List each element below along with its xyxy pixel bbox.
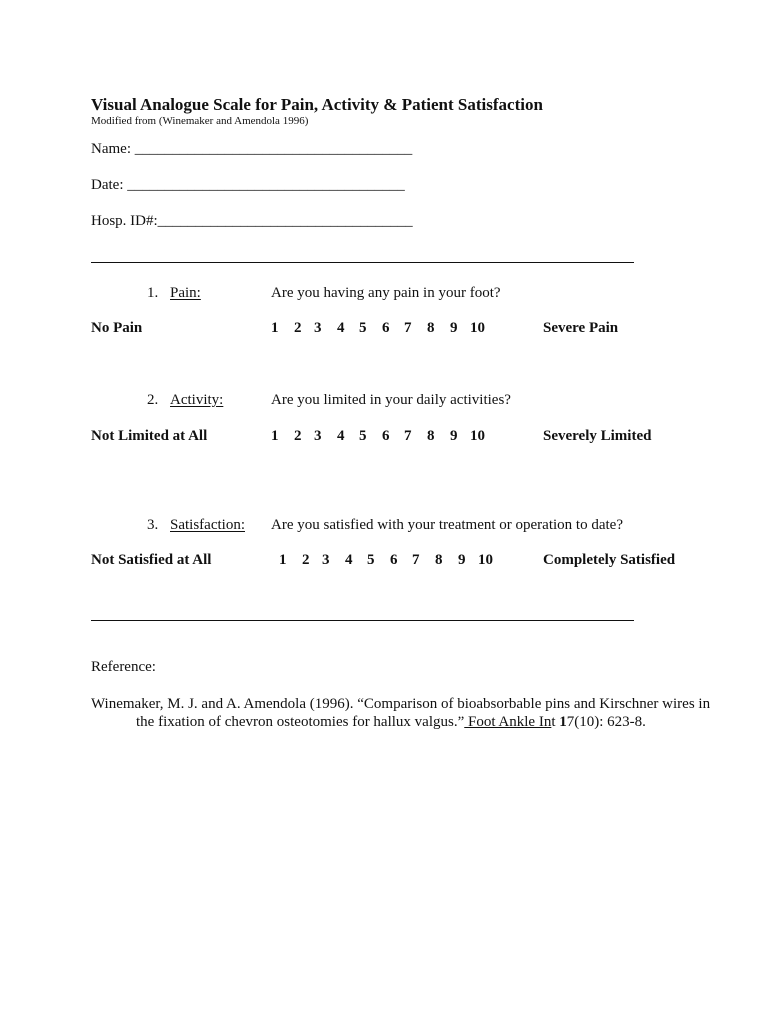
question-3-text: Are you satisfied with your treatment or operation to date? (271, 517, 623, 533)
scale-option[interactable]: 6 (382, 428, 390, 444)
scale-option[interactable]: 4 (337, 428, 345, 444)
reference-journal-tail: t (551, 714, 560, 730)
scale-option[interactable]: 7 (412, 552, 420, 568)
scale-option[interactable]: 10 (478, 552, 493, 568)
question-3-label: Satisfaction: (170, 517, 245, 533)
reference-line-2 (91, 713, 731, 731)
question-1-number: 1. (147, 285, 159, 301)
page-title: Visual Analogue Scale for Pain, Activity & Patient Satisfaction (91, 95, 543, 114)
scale-option[interactable]: 7 (404, 428, 412, 444)
question-1-label: Pain: (170, 285, 201, 301)
scale-option[interactable]: 1 (271, 428, 279, 444)
question-2-label: Activity: (170, 392, 224, 408)
scale-option[interactable]: 2 (302, 552, 310, 568)
page-subtitle: Modified from (Winemaker and Amendola 1996) (91, 115, 309, 127)
question-2-high-anchor: Severely Limited (543, 428, 652, 444)
question-2-low-anchor: Not Limited at All (91, 428, 208, 444)
reference-authors: Winemaker, M. J. and A. Amendola (1996). “Comparison of bioabsorbable pins and Kirschner wires in (91, 696, 711, 712)
scale-option[interactable]: 5 (359, 428, 367, 444)
scale-option[interactable]: 3 (314, 320, 322, 336)
scale-option[interactable]: 8 (427, 320, 435, 336)
scale-option[interactable]: 10 (470, 320, 485, 336)
scale-option[interactable]: 8 (435, 552, 443, 568)
question-1-text: Are you having any pain in your foot? (271, 285, 501, 301)
scale-option[interactable]: 9 (450, 428, 458, 444)
reference-title-end: the fixation of chevron osteotomies for hallux valgus.” (136, 714, 465, 730)
reference-label: Reference: (91, 659, 156, 675)
question-3-number: 3. (147, 517, 159, 533)
question-1-high-anchor: Severe Pain (543, 320, 619, 336)
question-2-text: Are you limited in your daily activities? (271, 392, 511, 408)
scale-option[interactable]: 6 (382, 320, 390, 336)
question-3-low-anchor: Not Satisfied at All (91, 552, 212, 568)
reference-volume-bold: 1 (559, 714, 567, 730)
question-2-number: 2. (147, 392, 159, 408)
scale-option[interactable]: 3 (322, 552, 330, 568)
scale-option[interactable]: 2 (294, 320, 302, 336)
scale-option[interactable]: 2 (294, 428, 302, 444)
scale-option[interactable]: 6 (390, 552, 398, 568)
section-divider-bottom (91, 620, 634, 621)
reference-journal: Foot Ankle In (464, 714, 552, 730)
question-1-scale (271, 320, 485, 337)
question-3-high-anchor: Completely Satisfied (543, 552, 676, 568)
question-3-scale (279, 552, 493, 569)
scale-option[interactable]: 9 (458, 552, 466, 568)
question-1-low-anchor: No Pain (91, 320, 143, 336)
scale-option[interactable]: 7 (404, 320, 412, 336)
hosp-id-field[interactable]: Hosp. ID#:__________________________________ (91, 213, 413, 229)
reference-volume: 7(10): 623-8. (566, 714, 646, 730)
scale-option[interactable]: 5 (367, 552, 375, 568)
scale-option[interactable]: 8 (427, 428, 435, 444)
scale-option[interactable]: 9 (450, 320, 458, 336)
scale-option[interactable]: 3 (314, 428, 322, 444)
scale-option[interactable]: 5 (359, 320, 367, 336)
scale-option[interactable]: 10 (470, 428, 485, 444)
question-2-scale (271, 428, 485, 445)
section-divider-top (91, 262, 634, 263)
scale-option[interactable]: 4 (345, 552, 353, 568)
scale-option[interactable]: 1 (279, 552, 287, 568)
date-field[interactable]: Date: _____________________________________ (91, 177, 405, 193)
scale-option[interactable]: 4 (337, 320, 345, 336)
name-field[interactable]: Name: _____________________________________ (91, 141, 413, 157)
scale-option[interactable]: 1 (271, 320, 279, 336)
reference-citation (91, 695, 731, 731)
